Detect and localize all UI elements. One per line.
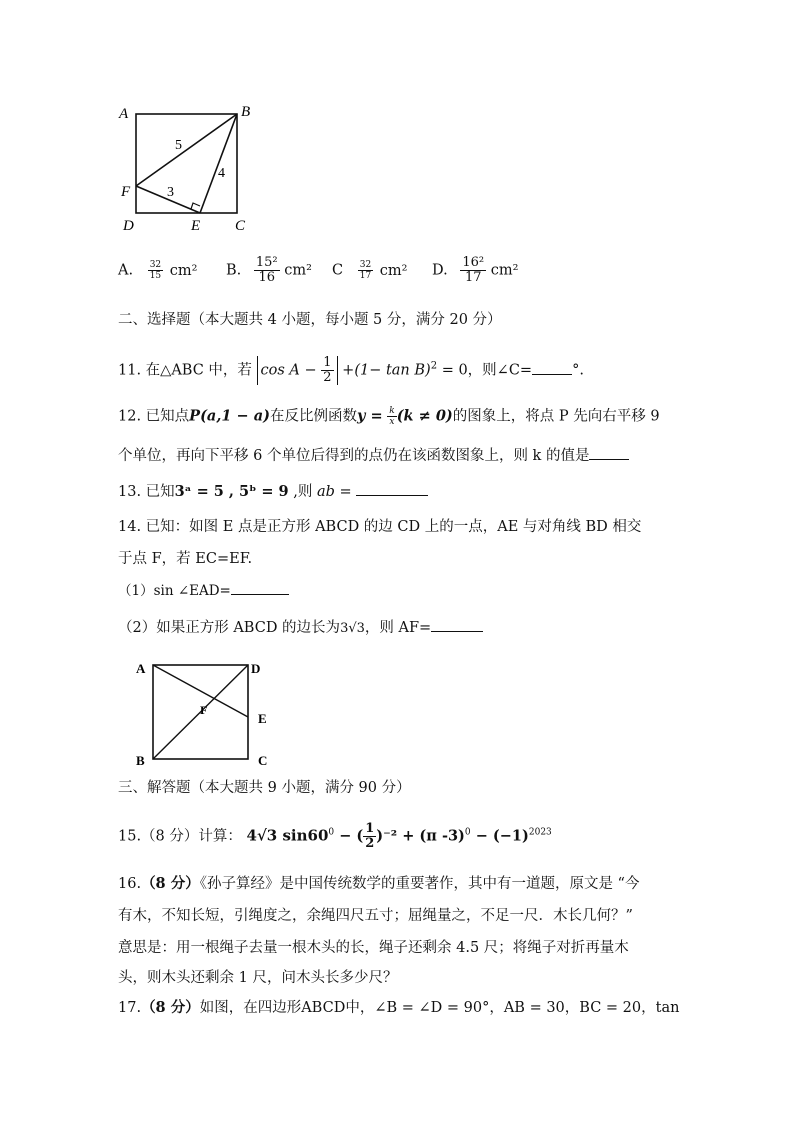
option-d[interactable]: D. $\frac{\text{16²}}{17}$ cm² bbox=[432, 255, 519, 285]
length-EB: 4 bbox=[218, 166, 225, 181]
label-A: A bbox=[136, 661, 146, 676]
length-FB: 5 bbox=[175, 138, 182, 153]
length-FE: 3 bbox=[167, 185, 174, 200]
section-3-heading: 三、解答题（本大题共 9 小题，满分 90 分） bbox=[118, 780, 411, 796]
right-angle-mark bbox=[191, 203, 200, 209]
question-14-line1: 14. 已知：如图 E 点是正方形 ABCD 的边 CD 上的一点，AE 与对角线 BD 相交 bbox=[118, 519, 642, 535]
question-13: 13. 已知3ᵃ = 5 , 5ᵇ = 9 ,则 ab = bbox=[118, 482, 428, 502]
label-B: B bbox=[241, 104, 251, 120]
answer-blank-14-2[interactable] bbox=[431, 631, 483, 632]
option-c[interactable]: C $\frac{32}{17}$ cm² bbox=[332, 260, 408, 281]
question-14-sub1: （1）sin ∠EAD= bbox=[118, 581, 289, 601]
option-b[interactable]: B. $\frac{\text{15²}}{16}$ cm² bbox=[226, 255, 312, 285]
question-11: 11. 在△ABC 中，若 cos A − $\frac{1}{2}$ $+(1- \tan B)^2 = 0$，则∠C= °. bbox=[118, 355, 584, 385]
segment-EB bbox=[200, 114, 237, 213]
label-D: D bbox=[251, 661, 261, 676]
outer-square bbox=[136, 114, 237, 213]
question-15: 15.（8 分）计算： 4√3 $\sin 60^0$ − ( $\frac{1}{2}$ )⁻² + (π $-3)^0 - (-1)^{2023}$ bbox=[118, 821, 552, 851]
question-16-line3: 意思是：用一根绳子去量一根木头的长，绳子还剩余 4.5 尺；将绳子对折再量木 bbox=[118, 940, 629, 956]
question-14-line2: 于点 F，若 EC=EF. bbox=[118, 551, 253, 567]
question-14-sub2: （2）如果正方形 ABCD 的边长为3√3，则 AF= bbox=[118, 618, 483, 639]
section-2-heading: 二、选择题（本大题共 4 小题，每小题 5 分，满分 20 分） bbox=[118, 312, 502, 328]
question-16-line1: 16.（8 分）《孙子算经》是中国传统数学的重要著作，其中有一道题，原文是 “今 bbox=[118, 875, 640, 892]
label-C: C bbox=[258, 753, 268, 768]
answer-blank-14-1[interactable] bbox=[231, 594, 289, 595]
abs-value-expression: cos A − $\frac{1}{2}$ bbox=[257, 356, 338, 385]
question-16-line4: 头，则木头还剩余 1 尺，问木头长多少尺？ bbox=[118, 970, 398, 986]
figure-square-diagonal bbox=[130, 655, 280, 770]
label-E: E bbox=[191, 218, 201, 234]
label-A: A bbox=[119, 106, 129, 122]
label-E: E bbox=[258, 711, 267, 726]
label-F: F bbox=[121, 184, 131, 200]
label-D: D bbox=[123, 218, 134, 234]
question-12-line2: 个单位，再向下平移 6 个单位后得到的点仍在该函数图象上，则 k 的值是 bbox=[118, 446, 629, 466]
label-B: B bbox=[136, 753, 145, 768]
answer-blank-12[interactable] bbox=[589, 459, 629, 460]
answer-blank-13[interactable] bbox=[356, 495, 428, 496]
label-C: C bbox=[235, 218, 246, 234]
question-16-line2: 有木，不知长短，引绳度之，余绳四尺五寸；屈绳量之，不足一尺．木长几何？” bbox=[118, 908, 633, 924]
question-12-line1: 12. 已知点P(a,1 − a)在反比例函数y = $\frac{k}{x}$ (k ≠ 0)的图象上，将点 P 先向右平移 9 bbox=[118, 406, 660, 427]
answer-blank-11[interactable] bbox=[532, 374, 572, 375]
question-17: 17.（8 分）如图，在四边形ABCD中，∠B = ∠D = 90°，AB = 30，BC = 20，tan bbox=[118, 999, 680, 1016]
option-a[interactable]: A. $\frac{32}{15}$ cm² bbox=[118, 260, 198, 281]
figure-square-triangle bbox=[115, 98, 265, 238]
label-F: F bbox=[200, 703, 208, 717]
